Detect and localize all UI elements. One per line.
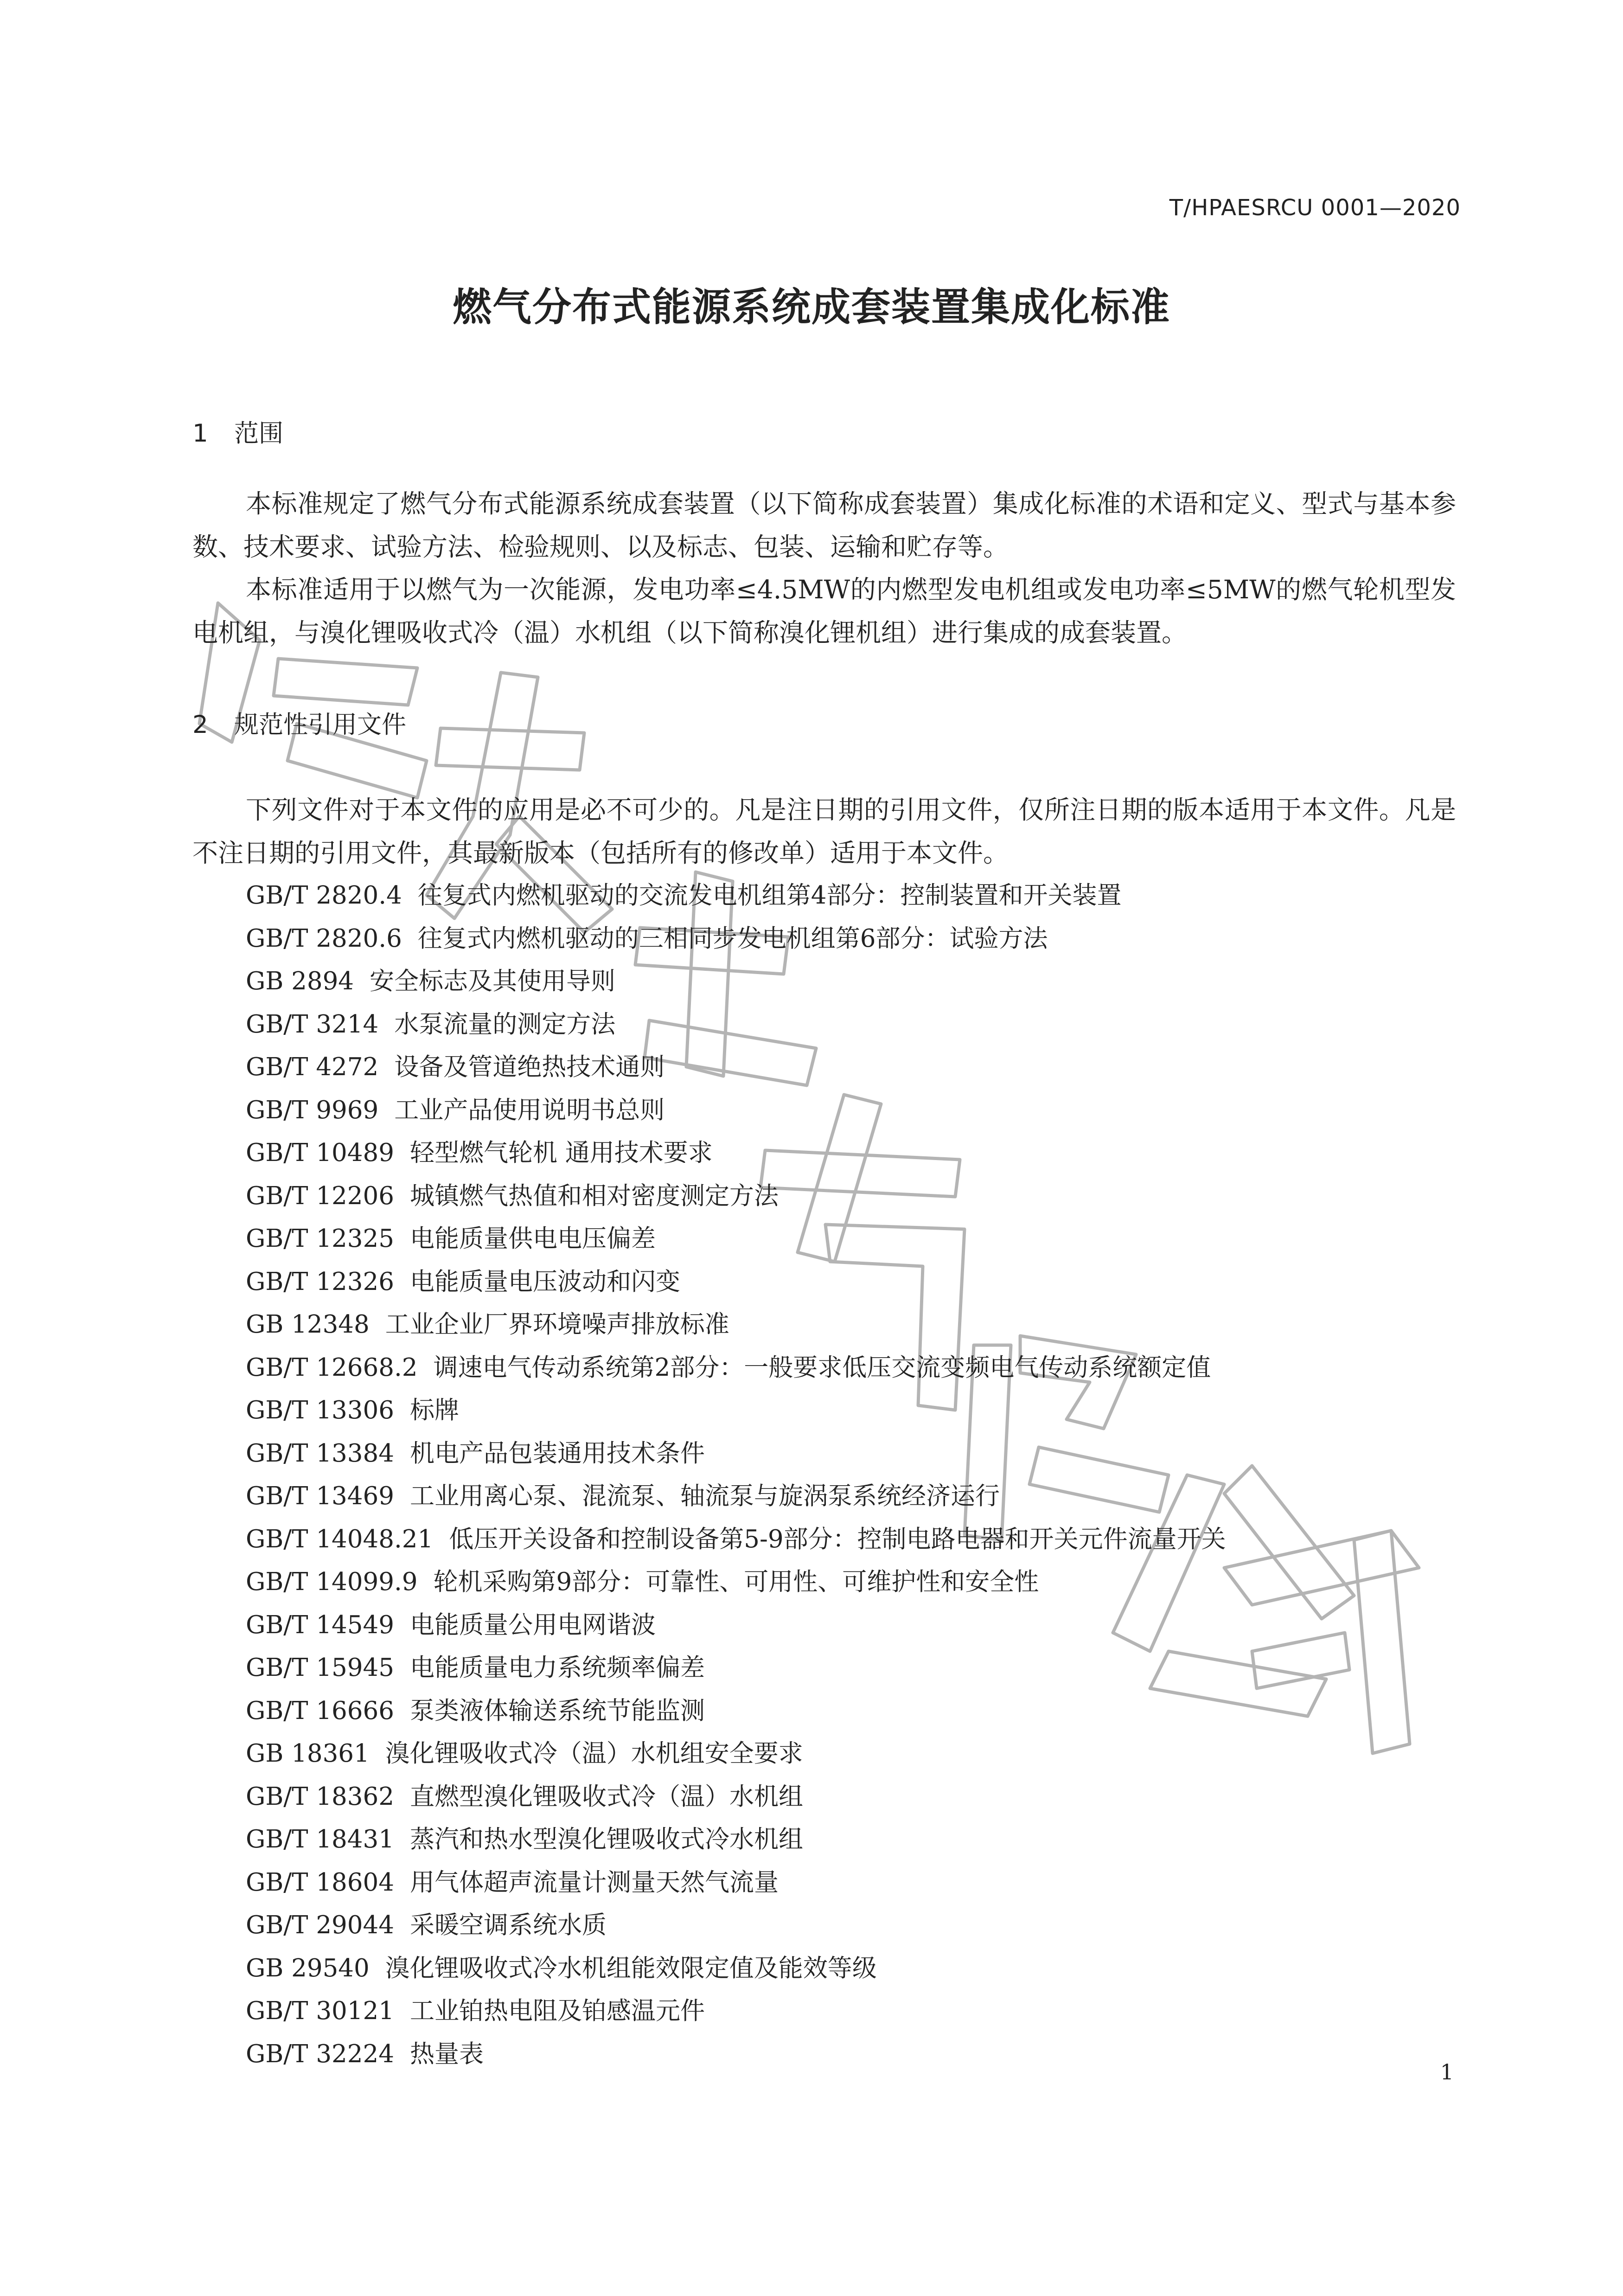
reference-title: 泵类液体输送系统节能监测 [409,1696,705,1725]
watermark-stroke [436,728,584,770]
reference-item [246,1261,1226,1304]
section-title: 范围 [234,419,283,448]
reference-item [246,917,1226,961]
reference-code: GB/T 30121 [246,1997,394,2025]
reference-code: GB/T 18604 [246,1868,394,1897]
reference-code: GB/T 12668.2 [246,1353,418,1382]
reference-code: GB/T 12325 [246,1225,394,1253]
reference-item [246,1647,1226,1690]
reference-item [246,874,1226,917]
reference-code: GB/T 12326 [246,1267,394,1296]
reference-code: GB/T 10489 [246,1139,394,1167]
section-number: 1 [192,419,208,448]
reference-title: 电能质量电力系统频率偏差 [409,1654,705,1682]
reference-code: GB 12348 [246,1310,370,1339]
reference-code: GB/T 14549 [246,1610,394,1639]
section-heading-scope [192,414,283,449]
reference-code: GB/T 15945 [246,1654,394,1682]
watermark-stroke [274,659,417,705]
reference-code: GB/T 3214 [246,1010,379,1039]
reference-item [246,1690,1226,1733]
reference-code: GB/T 4272 [246,1053,379,1081]
reference-item [246,1089,1226,1132]
page-title: 燃气分布式能源系统成套装置集成化标准 [452,284,1170,330]
reference-title: 往复式内燃机驱动的三相同步发电机组第6部分：试验方法 [417,924,1048,953]
reference-code: GB/T 32224 [246,2039,394,2068]
reference-title: 溴化锂吸收式冷水机组能效限定值及能效等级 [385,1954,877,1982]
reference-title: 标牌 [409,1396,459,1424]
reference-title: 溴化锂吸收式冷（温）水机组安全要求 [385,1739,803,1768]
document-code: T/HPAESRCU 0001—2020 [1169,195,1461,221]
reference-code: GB/T 16666 [246,1696,394,1725]
reference-code: GB/T 18362 [246,1782,394,1811]
reference-code: GB/T 29044 [246,1911,394,1939]
reference-item [246,1732,1226,1776]
section-number: 2 [192,711,208,739]
reference-code: GB/T 18431 [246,1825,394,1853]
reference-item [246,1218,1226,1261]
reference-item [246,1347,1226,1390]
reference-code: GB/T 14048.21 [246,1525,434,1553]
reference-item [246,1776,1226,1819]
references-intro-paragraph: 下列文件对于本文件的应用是必不可少的。凡是注日期的引用文件，仅所注日期的版本适用于本文件。凡是不注日期的引用文件，其最新版本（包括所有的修改单）适用于本文件。 [192,795,1456,868]
reference-code: GB/T 13384 [246,1439,394,1468]
reference-title: 机电产品包装通用技术条件 [409,1439,705,1468]
reference-title: 采暖空调系统水质 [409,1911,607,1939]
section-heading-normative-references [192,705,406,740]
reference-title: 工业用离心泵、混流泵、轴流泵与旋涡泵系统经济运行 [409,1482,1000,1510]
reference-code: GB/T 14099.9 [246,1568,418,1596]
reference-code: GB/T 9969 [246,1096,379,1124]
reference-item [246,960,1226,1003]
section-title: 规范性引用文件 [234,711,406,739]
reference-item [246,1046,1226,1089]
reference-list [246,874,1226,2076]
scope-paragraph-1: 本标准规定了燃气分布式能源系统成套装置（以下简称成套装置）集成化标准的术语和定义、型式与基本参数、技术要求、试验方法、检验规则、以及标志、包装、运输和贮存等。 [192,489,1456,562]
reference-title: 热量表 [409,2039,484,2068]
reference-item [246,1861,1226,1905]
reference-title: 轮机采购第9部分：可靠性、可用性、可维护性和安全性 [433,1568,1039,1596]
reference-code: GB/T 13306 [246,1396,394,1424]
reference-code: GB/T 2820.6 [246,924,402,953]
reference-item [246,1432,1226,1475]
reference-code: GB 2894 [246,967,354,995]
reference-title: 直燃型溴化锂吸收式冷（温）水机组 [409,1782,803,1811]
reference-item [246,1303,1226,1347]
reference-code: GB/T 13469 [246,1482,394,1510]
reference-title: 城镇燃气热值和相对密度测定方法 [409,1181,779,1210]
reference-title: 调速电气传动系统第2部分：一般要求低压交流变频电气传动系统额定值 [433,1353,1211,1382]
scope-paragraph-2: 本标准适用于以燃气为一次能源，发电功率≤4.5MW的内燃型发电机组或发电功率≤5MW的燃气轮机型发电机组，与溴化锂吸收式冷（温）水机组（以下简称溴化锂机组）进行集成的成套装置。 [192,575,1456,648]
reference-title: 工业铂热电阻及铂感温元件 [409,1997,705,2025]
reference-code: GB 29540 [246,1954,370,1982]
reference-title: 往复式内燃机驱动的交流发电机组第4部分：控制装置和开关装置 [417,881,1122,910]
reference-title: 低压开关设备和控制设备第5-9部分：控制电路电器和开关元件流量开关 [449,1525,1226,1553]
reference-title: 工业产品使用说明书总则 [394,1096,665,1124]
watermark-stroke [1224,1531,1419,1605]
reference-item [246,1003,1226,1046]
page-number: 1 [1440,2059,1454,2084]
reference-title: 蒸汽和热水型溴化锂吸收式冷水机组 [409,1825,803,1853]
watermark-stroke [1354,1531,1410,1753]
reference-item [246,1604,1226,1647]
reference-item [246,1389,1226,1432]
reference-title: 安全标志及其使用导则 [370,967,616,995]
reference-title: 电能质量电压波动和闪变 [409,1267,680,1296]
reference-title: 用气体超声流量计测量天然气流量 [409,1868,779,1897]
reference-title: 水泵流量的测定方法 [394,1010,616,1039]
reference-code: GB 18361 [246,1739,370,1768]
reference-title: 设备及管道绝热技术通则 [394,1053,665,1081]
reference-item [246,1904,1226,1947]
reference-item [246,1561,1226,1604]
reference-code: GB/T 2820.4 [246,881,402,910]
reference-title: 工业企业厂界环境噪声排放标准 [385,1310,729,1339]
reference-item [246,2033,1226,2076]
reference-item [246,1475,1226,1518]
watermark-stroke [1252,1633,1349,1688]
reference-item [246,1518,1226,1561]
reference-code: GB/T 12206 [246,1181,394,1210]
reference-title: 电能质量供电电压偏差 [409,1225,656,1253]
reference-item [246,1132,1226,1175]
reference-item [246,1947,1226,1990]
reference-item [246,1818,1226,1861]
reference-item [246,1990,1226,2033]
reference-item [246,1175,1226,1218]
watermark-stroke [1224,1466,1354,1619]
reference-title: 电能质量公用电网谐波 [409,1610,656,1639]
reference-title: 轻型燃气轮机 通用技术要求 [409,1139,713,1167]
